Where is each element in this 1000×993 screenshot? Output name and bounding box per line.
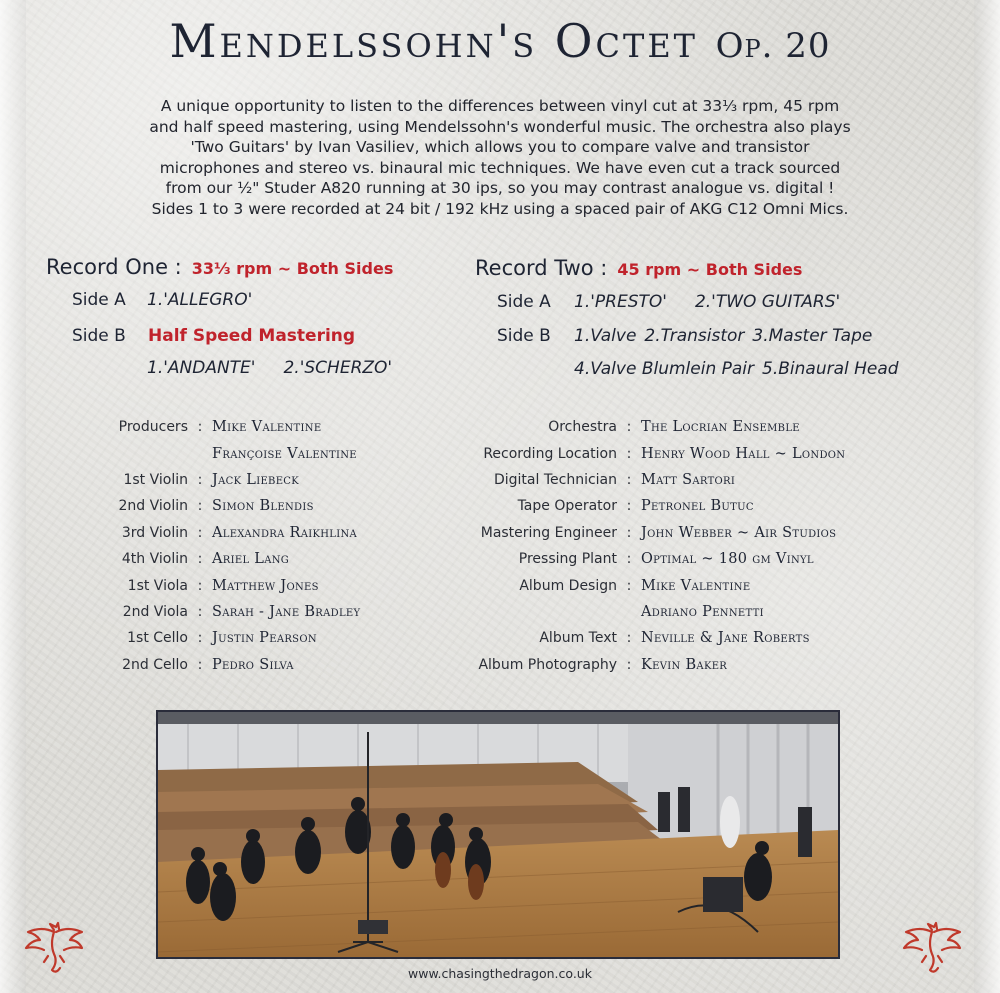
credit-name: Simon Blendis — [212, 498, 314, 515]
title-main: Mendelssohn's Octet — [169, 14, 699, 68]
credit-separator: : — [626, 524, 632, 541]
credit-row — [436, 440, 845, 466]
credit-separator: : — [197, 630, 203, 647]
title-opus: Op. 20 — [715, 26, 831, 66]
credit-name: John Webber ~ Air Studios — [641, 524, 837, 541]
credit-separator: : — [197, 471, 203, 488]
credit-row — [40, 440, 360, 466]
track-item: 2.Transistor — [644, 326, 745, 346]
intro-line: 'Two Guitars' by Ivan Vasiliev, which allows you to compare valve and transistor — [190, 138, 810, 156]
credit-name: Mike Valentine — [212, 419, 322, 436]
record-two-side-a-label: Side A — [497, 292, 551, 312]
credit-name: Ariel Lang — [212, 551, 290, 568]
record-one-side-b-tracks — [147, 358, 420, 378]
intro-line: from our ½" Studer A820 running at 30 ips, so you may contrast analogue vs. digital ! — [165, 179, 835, 197]
intro-line: microphones and stereo vs. binaural mic techniques. We have even cut a track sourced — [159, 158, 841, 177]
credit-row — [40, 652, 360, 678]
orchestra-photo-illustration — [158, 712, 838, 957]
record-one-speed: 33⅓ rpm ~ Both Sides — [191, 259, 394, 278]
credit-row — [436, 625, 845, 651]
record-two-speed: 45 rpm ~ Both Sides — [617, 260, 803, 279]
credit-role: 2nd Viola — [122, 603, 188, 620]
credit-role: Producers — [118, 419, 188, 436]
credit-row — [40, 625, 360, 651]
shrink-wrap-edge-right — [974, 0, 1000, 993]
credit-separator: : — [197, 551, 203, 568]
credit-role: Tape Operator — [517, 498, 617, 515]
credit-separator: : — [197, 577, 203, 594]
credit-row — [436, 572, 845, 598]
credit-separator: : — [626, 656, 632, 673]
credit-role: Digital Technician — [493, 471, 617, 488]
credit-row — [436, 546, 845, 572]
credit-separator: : — [626, 445, 632, 462]
credit-name: Jack Liebeck — [212, 471, 300, 488]
track-item: 2.'SCHERZO' — [283, 358, 393, 378]
credit-name: Petronel Butuc — [641, 498, 754, 515]
credit-name: Kevin Baker — [641, 656, 728, 673]
track-item: 1.'ANDANTE' — [147, 358, 256, 378]
credit-role: 1st Viola — [127, 577, 188, 594]
credit-name: Françoise Valentine — [212, 445, 357, 462]
credit-name: Mike Valentine — [641, 577, 751, 594]
credit-separator: : — [626, 419, 632, 436]
credit-separator: : — [626, 471, 632, 488]
credit-role: Album Design — [519, 577, 617, 594]
credit-name: Alexandra Raikhlina — [212, 524, 358, 541]
track-item: 1.Valve — [574, 326, 637, 346]
credit-row — [436, 493, 845, 519]
record-two-label: Record Two : — [475, 256, 608, 280]
record-one-side-a-tracks — [147, 290, 280, 310]
credit-separator: : — [626, 498, 632, 515]
record-two-side-b-tracks-2 — [574, 359, 899, 379]
record-two-side-b-label: Side B — [497, 326, 551, 346]
credit-role: 2nd Cello — [122, 656, 188, 673]
credit-role: Album Photography — [478, 656, 617, 673]
credit-role: 2nd Violin — [118, 498, 188, 515]
credit-row — [436, 599, 845, 625]
record-two-side-b-tracks-1 — [574, 326, 872, 346]
credit-name: Optimal ~ 180 gm Vinyl — [641, 551, 814, 568]
record-one-heading — [46, 255, 393, 279]
credits-left-column — [40, 414, 360, 678]
credit-role: Pressing Plant — [518, 551, 617, 568]
record-one-side-b-label: Side B — [72, 326, 126, 346]
shrink-wrap-edge-left — [0, 0, 26, 993]
intro-line: and half speed mastering, using Mendelssohn's wonderful music. The orchestra also plays — [149, 117, 851, 136]
credit-row — [436, 520, 845, 546]
record-two-side-a-tracks — [574, 292, 868, 312]
page-title — [0, 14, 1000, 68]
credit-row — [40, 414, 360, 440]
credit-role: Orchestra — [548, 419, 617, 436]
intro-paragraph — [100, 96, 900, 219]
credit-separator: : — [197, 524, 203, 541]
credit-row — [40, 467, 360, 493]
credit-separator: : — [197, 498, 203, 515]
record-two-heading — [475, 256, 802, 280]
credit-row — [40, 520, 360, 546]
credit-role: 3rd Violin — [121, 524, 188, 541]
credit-name: The Locrian Ensemble — [641, 419, 800, 436]
credit-name: Justin Pearson — [212, 630, 317, 647]
credit-role: Mastering Engineer — [480, 524, 617, 541]
track-item: 1.'ALLEGRO' — [147, 290, 253, 310]
credit-separator: : — [197, 419, 203, 436]
credit-name: Henry Wood Hall ~ London — [641, 445, 846, 462]
credit-name: Neville & Jane Roberts — [641, 630, 810, 647]
orchestra-photo — [156, 710, 840, 959]
credit-separator: : — [626, 551, 632, 568]
credit-role: 1st Cello — [127, 630, 188, 647]
intro-line: A unique opportunity to listen to the differences between vinyl cut at 33⅓ rpm, 45 rpm — [160, 97, 840, 115]
credit-name: Matt Sartori — [641, 471, 736, 488]
credit-separator: : — [197, 603, 203, 620]
credit-role: 1st Violin — [123, 471, 188, 488]
credit-row — [436, 652, 845, 678]
track-item: 2.'TWO GUITARS' — [694, 292, 841, 312]
credit-separator: : — [626, 577, 632, 594]
intro-line: Sides 1 to 3 were recorded at 24 bit / 192 kHz using a spaced pair of AKG C12 Omni Mics. — [151, 199, 849, 218]
credit-role: Recording Location — [483, 445, 617, 462]
track-item: 5.Binaural Head — [762, 359, 899, 379]
credit-separator: : — [197, 656, 203, 673]
website-url: www.chasingthedragon.co.uk — [408, 966, 592, 981]
credit-name: Matthew Jones — [212, 577, 319, 594]
credit-name: Pedro Silva — [212, 656, 294, 673]
credit-separator: : — [626, 630, 632, 647]
credit-row — [40, 546, 360, 572]
track-item: 1.'PRESTO' — [574, 292, 667, 312]
credit-row — [436, 414, 845, 440]
credit-name: Adriano Pennetti — [641, 603, 764, 620]
credit-row — [40, 599, 360, 625]
record-one-label: Record One : — [46, 255, 182, 279]
record-one-side-a-label: Side A — [72, 290, 126, 310]
credit-row — [40, 572, 360, 598]
credit-role: 4th Violin — [121, 551, 188, 568]
track-item: 4.Valve Blumlein Pair — [574, 359, 755, 379]
credit-row — [40, 493, 360, 519]
credits-right-column — [436, 414, 845, 678]
credit-name: Sarah - Jane Bradley — [212, 603, 361, 620]
credit-role: Album Text — [539, 630, 617, 647]
credit-row — [436, 467, 845, 493]
track-item: 3.Master Tape — [752, 326, 873, 346]
half-speed-note: Half Speed Mastering — [148, 326, 356, 346]
